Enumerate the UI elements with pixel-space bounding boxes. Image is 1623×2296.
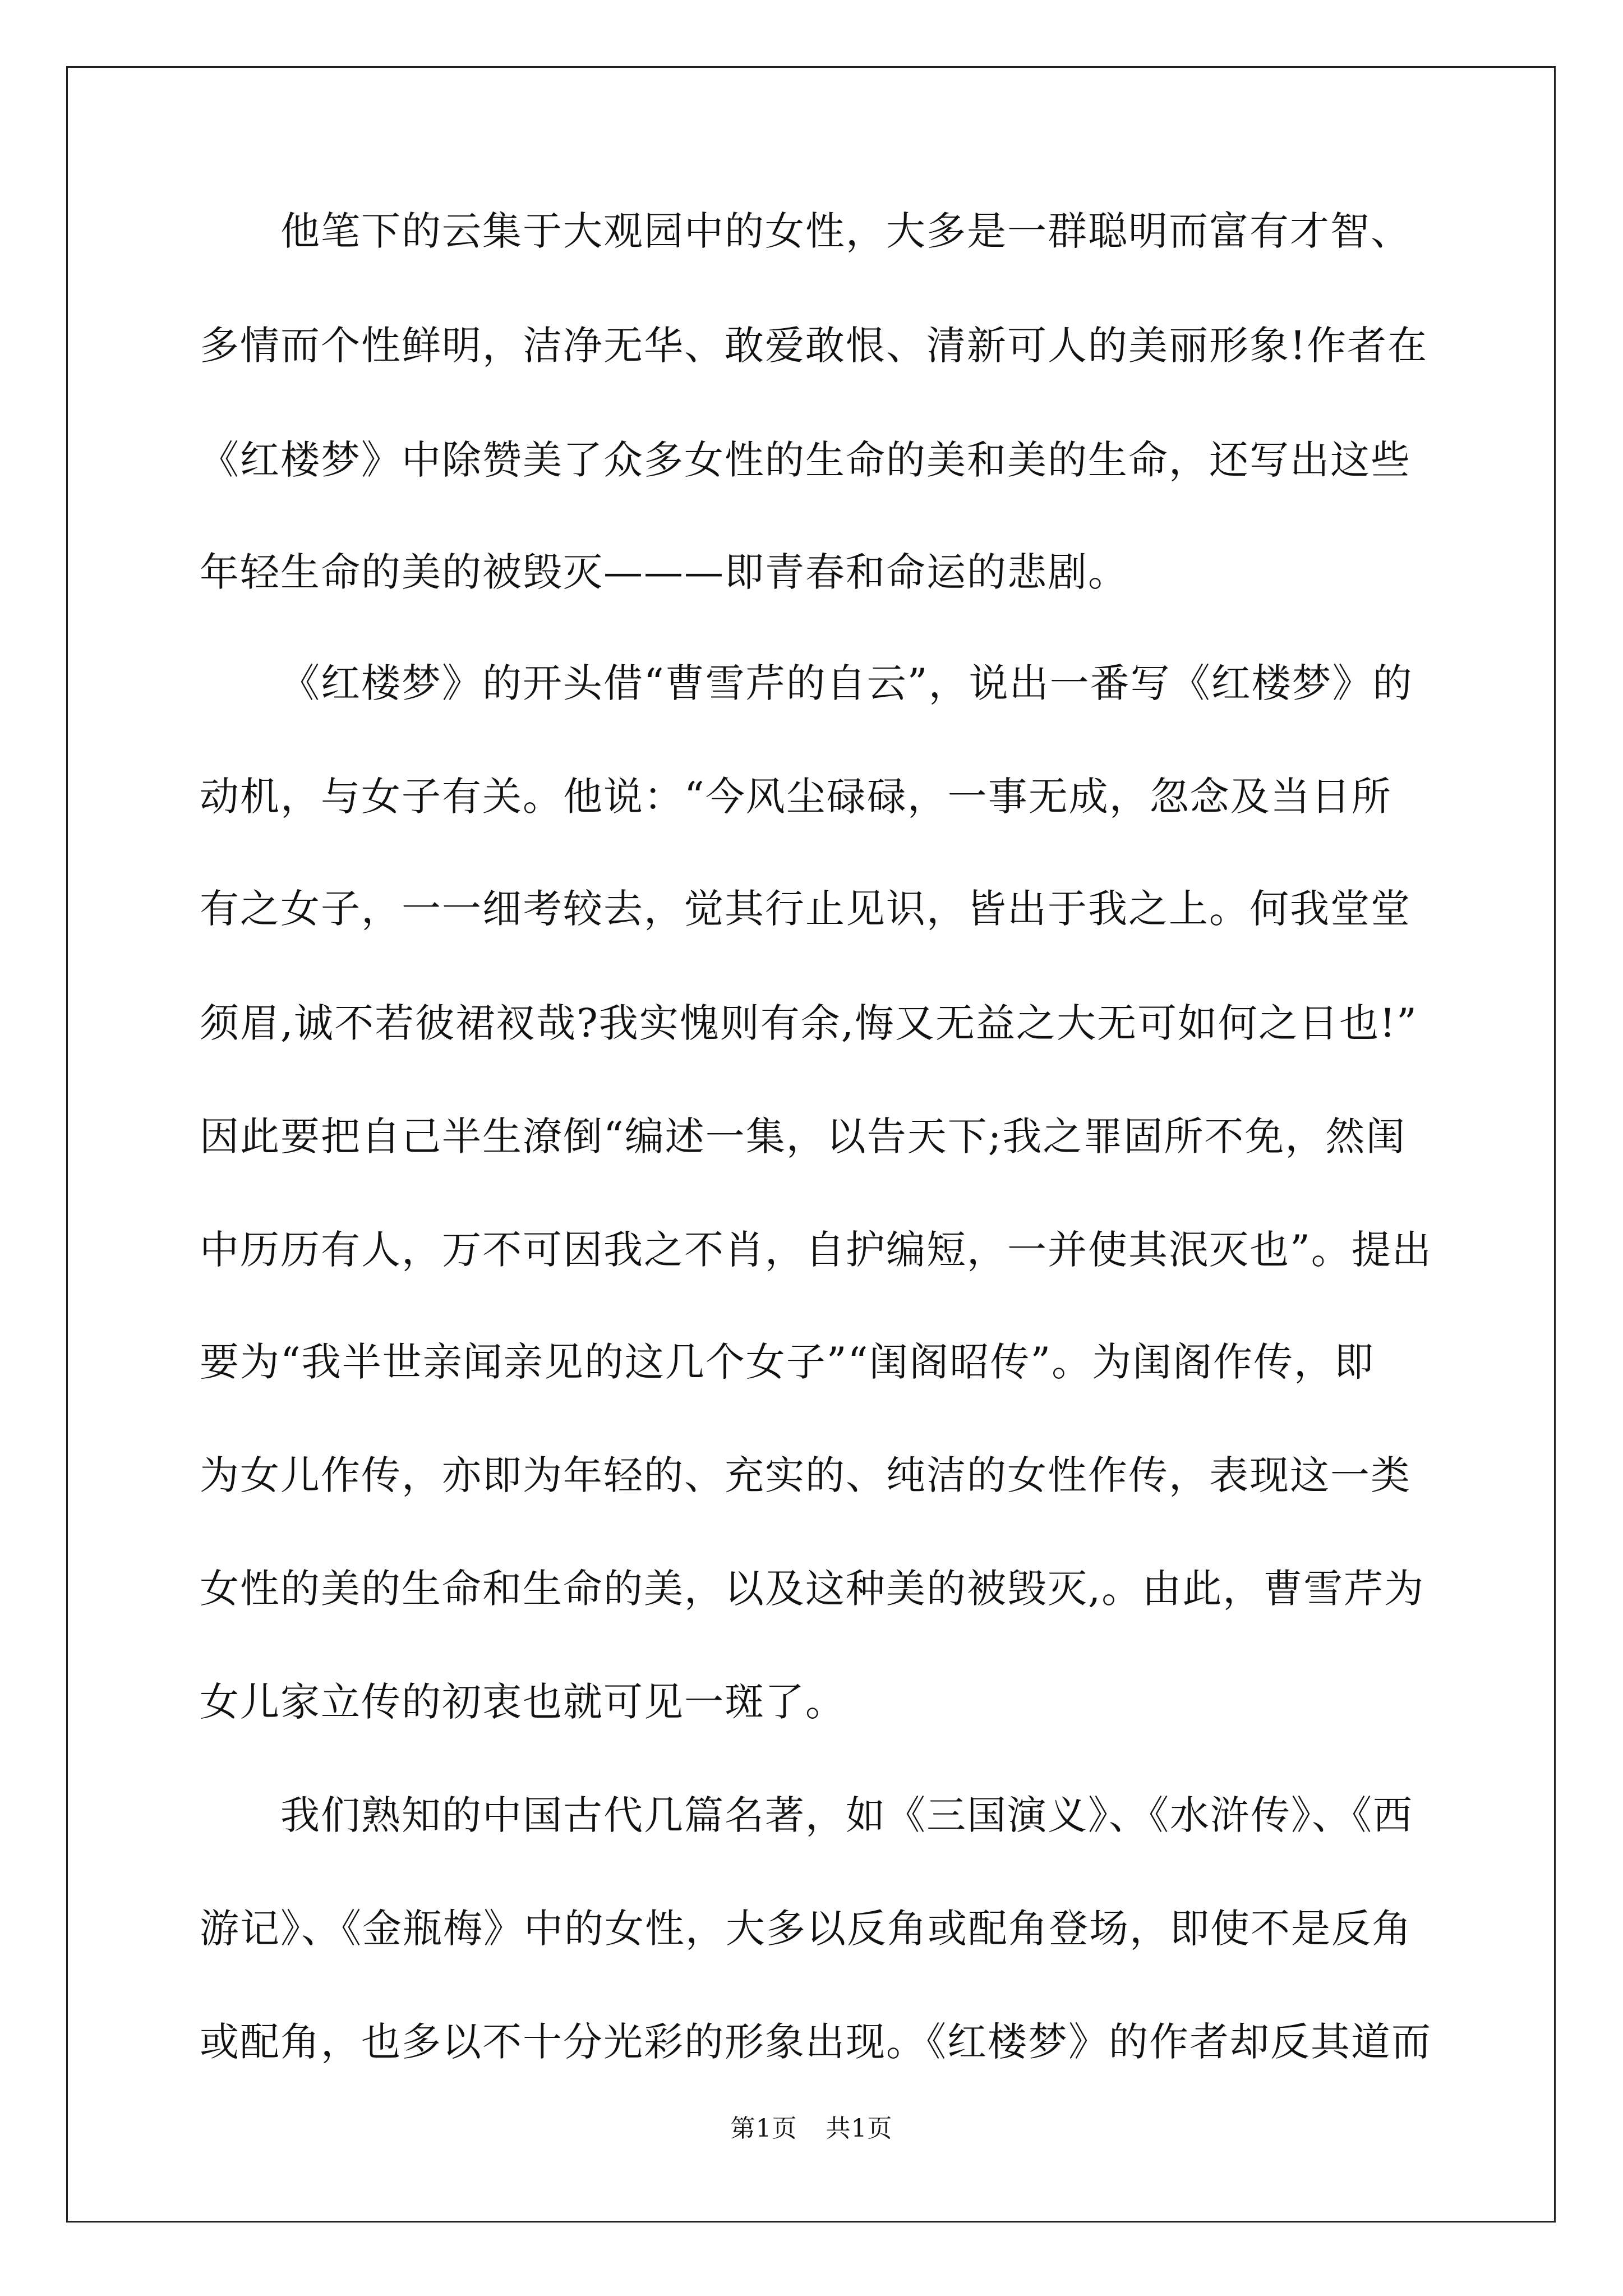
paragraph-2-line-10: 女儿家立传的初衷也就可见一斑了。 [200, 1679, 846, 1725]
page-total: 共1页 [826, 2114, 893, 2143]
paragraph-3-line-2: 游记》、《金瓶梅》中的女性，大多以反角或配角登场，即使不是反角 [200, 1906, 1412, 1952]
page-number: 第1页 [730, 2114, 797, 2143]
paragraph-2-line-3: 有之女子，一一细考较去，觉其行止见识，皆出于我之上。何我堂堂 [200, 886, 1411, 932]
paragraph-2-line-9: 女性的美的生命和生命的美，以及这种美的被毁灭,。由此，曹雪芹为 [200, 1566, 1425, 1612]
paragraph-1-line-3: 《红楼梦》中除赞美了众多女性的生命的美和美的生命，还写出这些 [200, 437, 1411, 483]
paragraph-2-line-5: 因此要把自己半生潦倒“编述一集，以告天下;我之罪固所不免，然闺 [200, 1114, 1407, 1159]
paragraph-3-line-3: 或配角，也多以不十分光彩的形象出现。《红楼梦》的作者却反其道而 [200, 2019, 1432, 2065]
paragraph-2-line-1: 《红楼梦》的开头借“曹雪芹的自云”，说出一番写《红楼梦》的 [280, 660, 1413, 706]
page-footer [0, 2112, 1623, 2146]
paragraph-2-line-6: 中历历有人，万不可因我之不肖，自护编短，一并使其泯灭也”。提出 [200, 1227, 1432, 1273]
paragraph-2-line-8: 为女儿作传，亦即为年轻的、充实的、纯洁的女性作传，表现这一类 [200, 1452, 1411, 1498]
paragraph-3-line-1: 我们熟知的中国古代几篇名著，如《三国演义》、《水浒传》、《西 [280, 1792, 1413, 1838]
paragraph-1-line-4: 年轻生命的美的被毁灭———即青春和命运的悲剧。 [200, 549, 1128, 595]
paragraph-1-line-1: 他笔下的云集于大观园中的女性，大多是一群聪明而富有才智、 [280, 208, 1411, 254]
paragraph-1-line-2: 多情而个性鲜明，洁净无华、敢爱敢恨、清新可人的美丽形象!作者在 [200, 323, 1428, 369]
paragraph-2-line-7: 要为“我半世亲闻亲见的这几个女子”“闺阁昭传”。为闺阁作传，即 [200, 1339, 1375, 1385]
paragraph-2-line-4: 须眉,诚不若彼裙衩哉?我实愧则有余,悔又无益之大无可如何之日也!” [200, 1000, 1418, 1046]
paragraph-2-line-2: 动机，与女子有关。他说：“今风尘碌碌，一事无成，忽念及当日所 [200, 774, 1392, 820]
